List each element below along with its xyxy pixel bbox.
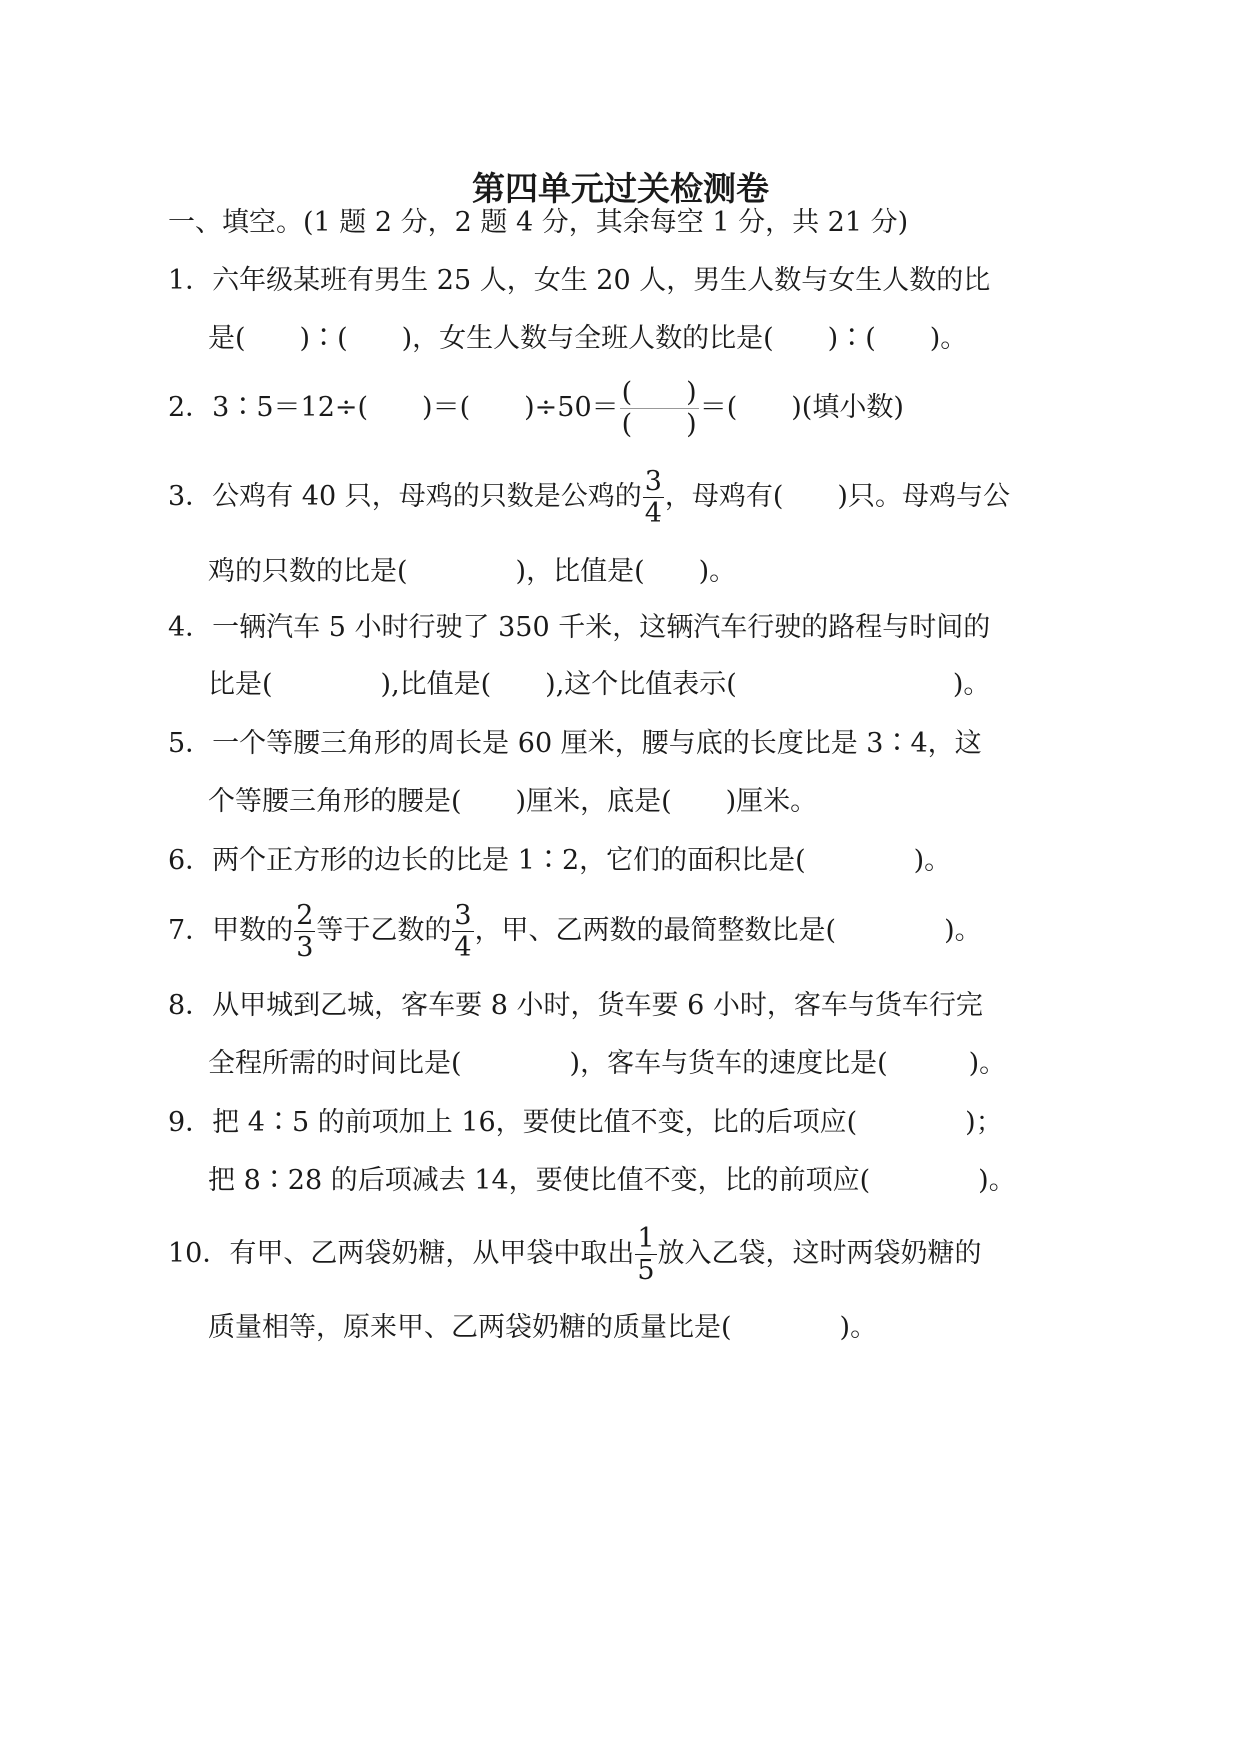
question-4-line-2: 比是( ),比值是( ),这个比值表示( )。: [208, 669, 991, 700]
fraction-denominator: 3: [296, 932, 314, 963]
fraction-numerator: 3: [644, 466, 662, 497]
page-title: 第四单元过关检测卷: [472, 169, 769, 208]
question-9-line-2: 把 8∶28 的后项减去 14，要使比值不变，比的前项应( )。: [208, 1165, 1016, 1196]
fraction-denominator: 4: [454, 932, 472, 963]
question-10-prefix: 10．有甲、乙两袋奶糖，从甲袋中取出: [168, 1238, 635, 1269]
question-10-fraction: [635, 1223, 656, 1286]
fraction-denominator: ( ): [621, 409, 697, 440]
question-1-line-1: 1．六年级某班有男生 25 人，女生 20 人，男生人数与女生人数的比: [168, 265, 991, 296]
question-2-prefix: 2．3∶5＝12÷( )＝( )÷50＝: [168, 392, 619, 423]
question-7-fraction-1: [294, 900, 315, 963]
fraction-denominator: 5: [637, 1255, 655, 1286]
question-7-suffix: ，甲、乙两数的最简整数比是( )。: [474, 915, 982, 946]
question-10-line-1: [168, 1223, 982, 1286]
question-8-line-2: 全程所需的时间比是( )，客车与货车的速度比是( )。: [208, 1048, 1007, 1079]
question-9-line-1: 9．把 4∶5 的前项加上 16，要使比值不变，比的后项应( )；: [168, 1107, 1003, 1138]
fraction-numerator: 3: [454, 900, 472, 931]
question-5-line-1: 5．一个等腰三角形的周长是 60 厘米，腰与底的长度比是 3∶4，这: [168, 728, 982, 759]
question-10-line-2: 质量相等，原来甲、乙两袋奶糖的质量比是( )。: [208, 1312, 878, 1343]
question-1-line-2: 是( )∶( )，女生人数与全班人数的比是( )∶( )。: [208, 323, 968, 354]
question-7: [168, 900, 982, 963]
question-8-line-1: 8．从甲城到乙城，客车要 8 小时，货车要 6 小时，客车与货车行完: [168, 990, 983, 1021]
question-7-fraction-2: [452, 900, 473, 963]
question-2-suffix: ＝( )(填小数): [699, 392, 904, 423]
fraction-numerator: 2: [296, 900, 314, 931]
fraction-numerator: 1: [637, 1223, 655, 1254]
fraction-denominator: 4: [644, 498, 662, 529]
question-6: 6．两个正方形的边长的比是 1∶2，它们的面积比是( )。: [168, 845, 952, 876]
question-3-line-2: 鸡的只数的比是( )，比值是( )。: [208, 556, 737, 587]
fraction-numerator: ( ): [621, 377, 697, 408]
question-7-middle: 等于乙数的: [316, 915, 452, 946]
question-2-fraction: [620, 377, 699, 440]
question-3-line-1: [168, 466, 1010, 529]
question-3-suffix: ，母鸡有( )只。母鸡与公: [664, 481, 1010, 512]
question-3-fraction: [643, 466, 664, 529]
question-4-line-1: 4．一辆汽车 5 小时行驶了 350 千米，这辆汽车行驶的路程与时间的: [168, 612, 991, 643]
question-10-suffix: 放入乙袋，这时两袋奶糖的: [657, 1238, 982, 1269]
question-3-prefix: 3．公鸡有 40 只，母鸡的只数是公鸡的: [168, 481, 642, 512]
question-7-prefix: 7．甲数的: [168, 915, 294, 946]
question-2: [168, 377, 904, 440]
question-5-line-2: 个等腰三角形的腰是( )厘米，底是( )厘米。: [208, 786, 818, 817]
section-heading: 一、填空。(1 题 2 分，2 题 4 分，其余每空 1 分，共 21 分): [168, 207, 909, 238]
